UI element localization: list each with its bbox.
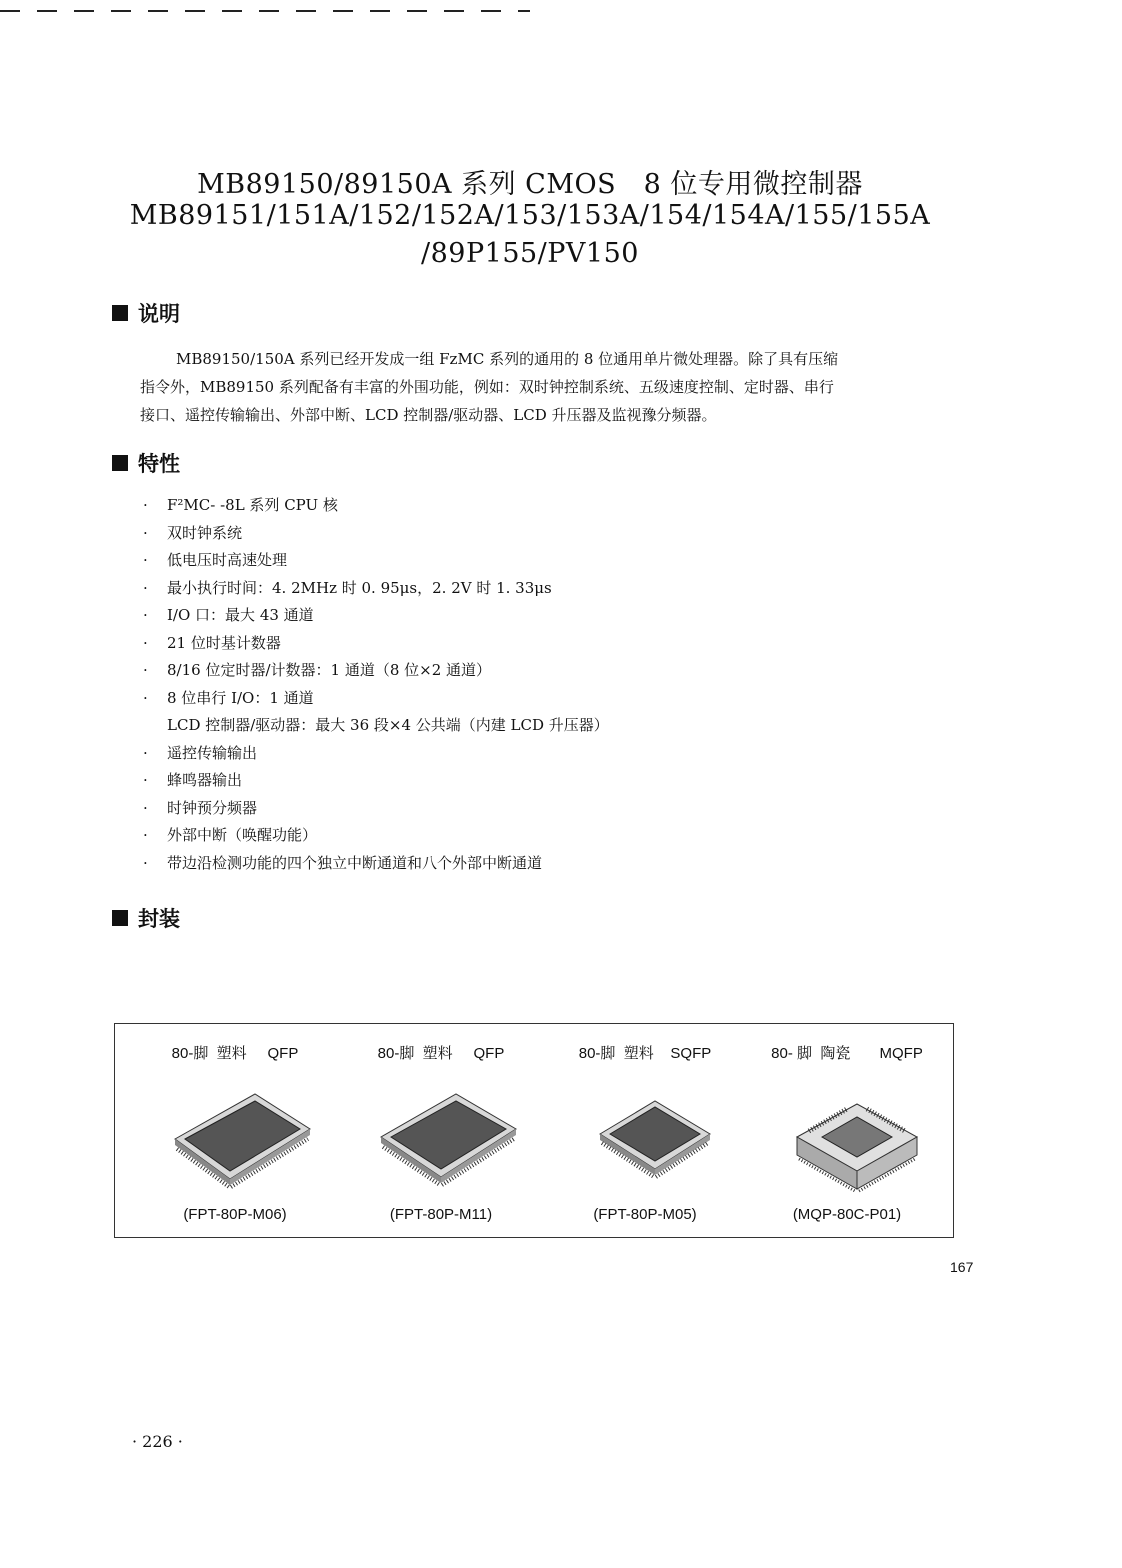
title-line-2: MB89151/151A/152/152A/153/153A/154/154A/155/155A — [129, 200, 931, 231]
package-item: 80-脚 塑料 SQFP (FPT-80P-M05) — [545, 1024, 745, 1237]
package-item: 80- 脚 陶瓷 MQFP (MQP-80C-P01) — [747, 1024, 947, 1237]
title-line-1: MB89150/89150A 系列 CMOS 8 位专用微控制器 — [197, 169, 863, 200]
section-heading-description: 说明 — [112, 298, 180, 328]
section-heading-package: 封装 — [112, 903, 180, 933]
list-item: · 外部中断（唤醒功能） — [143, 826, 318, 844]
list-item: · 带边沿检测功能的四个独立中断通道和八个外部中断通道 — [143, 853, 543, 872]
feature-list — [143, 492, 609, 877]
page-number: 167 — [950, 1259, 974, 1275]
package-figure — [114, 1023, 954, 1238]
list-item: LCD 控制器/驱动器：最大 36 段×4 公共端（内建 LCD 升压器） — [167, 716, 609, 734]
list-item: · 蜂鸣器输出 — [143, 771, 243, 789]
list-item: · 遥控传输输出 — [143, 743, 258, 762]
list-item: · 21 位时基计数器 — [143, 633, 281, 652]
title-line-3: /89P155/PV150 — [421, 238, 639, 269]
list-item: · 双时钟系统 — [143, 523, 243, 542]
list-item: · 最小执行时间：4. 2MHz 时 0. 95μs，2. 2V 时 1. 33μs — [143, 578, 552, 597]
footer-page-number: · 226 · — [132, 1432, 183, 1451]
square-bullet-icon — [112, 455, 128, 471]
qfp-chip-icon — [371, 1079, 521, 1194]
mqfp-socket-icon — [777, 1079, 927, 1194]
description-paragraph: MB89150/150A 系列已经开发成一组 FzMC 系列的通用的 8 位通用单片微处理器。除了具有压缩 指令外，MB89150 系列配备有丰富的外围功能，例如：双时钟控制系统、五级速度控制、定时器、串行 接口、遥控传输输出、外部中断、LCD 控制器/驱动器、LCD 升压器及监视豫分频器。 — [140, 350, 839, 424]
list-item: · I/O 口：最大 43 通道 — [143, 606, 314, 624]
list-item: · F²MC- -8L 系列 CPU 核 — [143, 496, 338, 514]
square-bullet-icon — [112, 910, 128, 926]
qfp-chip-icon — [165, 1079, 315, 1194]
section-heading-features: 特性 — [112, 448, 180, 478]
package-item: 80-脚 塑料 QFP (FPT-80P-M06) — [135, 1024, 335, 1237]
list-item: · 低电压时高速处理 — [143, 551, 288, 569]
list-item: · 时钟预分频器 — [143, 798, 258, 817]
list-item: · 8/16 位定时器/计数器：1 通道（8 位×2 通道） — [143, 661, 492, 679]
top-dash-rule — [0, 10, 530, 12]
package-item: 80-脚 塑料 QFP (FPT-80P-M11) — [341, 1024, 541, 1237]
sqfp-chip-icon — [575, 1079, 725, 1194]
square-bullet-icon — [112, 305, 128, 321]
list-item: · 8 位串行 I/O：1 通道 — [143, 688, 314, 707]
